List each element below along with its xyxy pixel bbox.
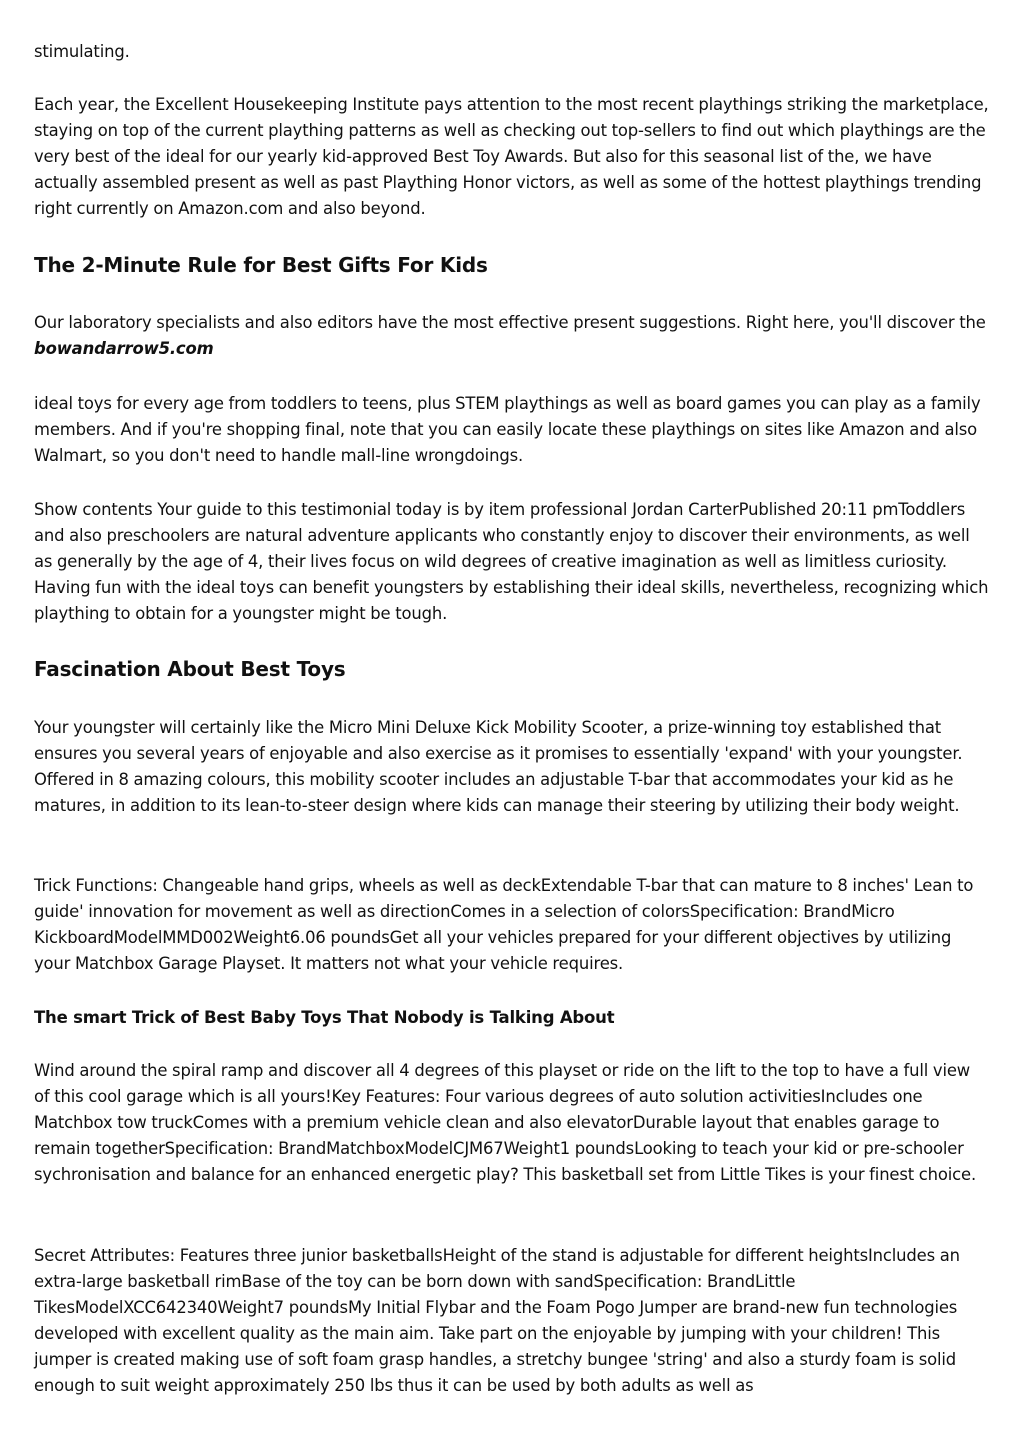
paragraph-intro-tail: stimulating.: [34, 42, 130, 61]
paragraph-show-contents: Show contents Your guide to this testimonial today is by item professional Jordan CarterPublished 20:11 pmToddlers and also preschoolers are natural adventure applicants who constantly enjoy to discover their environments, as well as generally by the age of 4, their lives focus on wild degrees of creative imagination as well as limitless curiosity. Having fun with the ideal toys can benefit youngsters by establishing their ideal skills, nevertheless, recognizing which plaything to obtain for a youngster might be tough.: [34, 500, 989, 623]
heading-fascination-best-toys: Fascination About Best Toys: [34, 657, 346, 681]
bowandarrow-link[interactable]: bowandarrow5.com: [34, 339, 214, 358]
heading-smart-trick-baby-toys: The smart Trick of Best Baby Toys That Nobody is Talking About: [34, 1008, 615, 1027]
heading-2-minute-rule: The 2-Minute Rule for Best Gifts For Kids: [34, 253, 488, 277]
paragraph-lab-specialists: [34, 310, 990, 362]
paragraph-trick-functions: Trick Functions: Changeable hand grips, wheels as well as deckExtendable T-bar that can mature to 8 inches' Lean to guide' innovation for movement as well as directionComes in a selection of colorsSpecification: BrandMicro KickboardModelMMD002Weight6.06 poundsGet all your vehicles prepared for your different objectives by utilizing your Matchbox Garage Playset. It matters not what your vehicle requires.: [34, 876, 974, 973]
paragraph-kick-scooter: Your youngster will certainly like the Micro Mini Deluxe Kick Mobility Scooter, a prize-winning toy established that ensures you several years of enjoyable and also exercise as it promises to essentially 'expand' with your youngster. Offered in 8 amazing colours, this mobility scooter includes an adjustable T-bar that accommodates your kid as he matures, in addition to its lean-to-steer design where kids can manage their steering by utilizing their body weight.: [34, 718, 963, 815]
paragraph-housekeeping-institute: Each year, the Excellent Housekeeping Institute pays attention to the most recent playthings striking the marketplace, staying on top of the current plaything patterns as well as checking out top-sellers to find out which playthings are the very best of the ideal for our yearly kid-approved Best Toy Awards. But also for this seasonal list of the, we have actually assembled present as well as past Plaything Honor victors, as well as some of the hottest playthings trending right currently on Amazon.com and also beyond.: [34, 95, 989, 218]
paragraph-ideal-toys: ideal toys for every age from toddlers to teens, plus STEM playthings as well as board games you can play as a family members. And if you're shopping final, note that you can easily locate these playthings on sites like Amazon and also Walmart, so you don't need to handle mall-line wrongdoings.: [34, 394, 981, 465]
paragraph-spiral-ramp: Wind around the spiral ramp and discover all 4 degrees of this playset or ride on the lift to the top to have a full view of this cool garage which is all yours!Key Features: Four various degrees of auto solution activitiesIncludes one Matchbox tow truckComes with a premium vehicle clean and also elevatorDurable layout that enables garage to remain togetherSpecification: BrandMatchboxModelCJM67Weight1 poundsLooking to teach your kid or pre-schooler sychronisation and balance for an enhanced energetic play? This basketball set from Little Tikes is your finest choice.: [34, 1061, 977, 1184]
paragraph-secret-attributes: Secret Attributes: Features three junior basketballsHeight of the stand is adjustable for different heightsIncludes an extra-large basketball rimBase of the toy can be born down with sandSpecification: BrandLittle TikesModelXCC642340Weight7 poundsMy Initial Flybar and the Foam Pogo Jumper are brand-new fun technologies developed with excellent quality as the main aim. Take part on the enjoyable by jumping with your children! This jumper is created making use of soft foam grasp handles, a stretchy bungee 'string' and also a sturdy foam is solid enough to suit weight approximately 250 lbs thus it can be used by both adults as well as: [34, 1246, 960, 1395]
paragraph-lab-specialists-text: Our laboratory specialists and also editors have the most effective present suggestions. Right here, you'll discover the: [34, 313, 986, 332]
